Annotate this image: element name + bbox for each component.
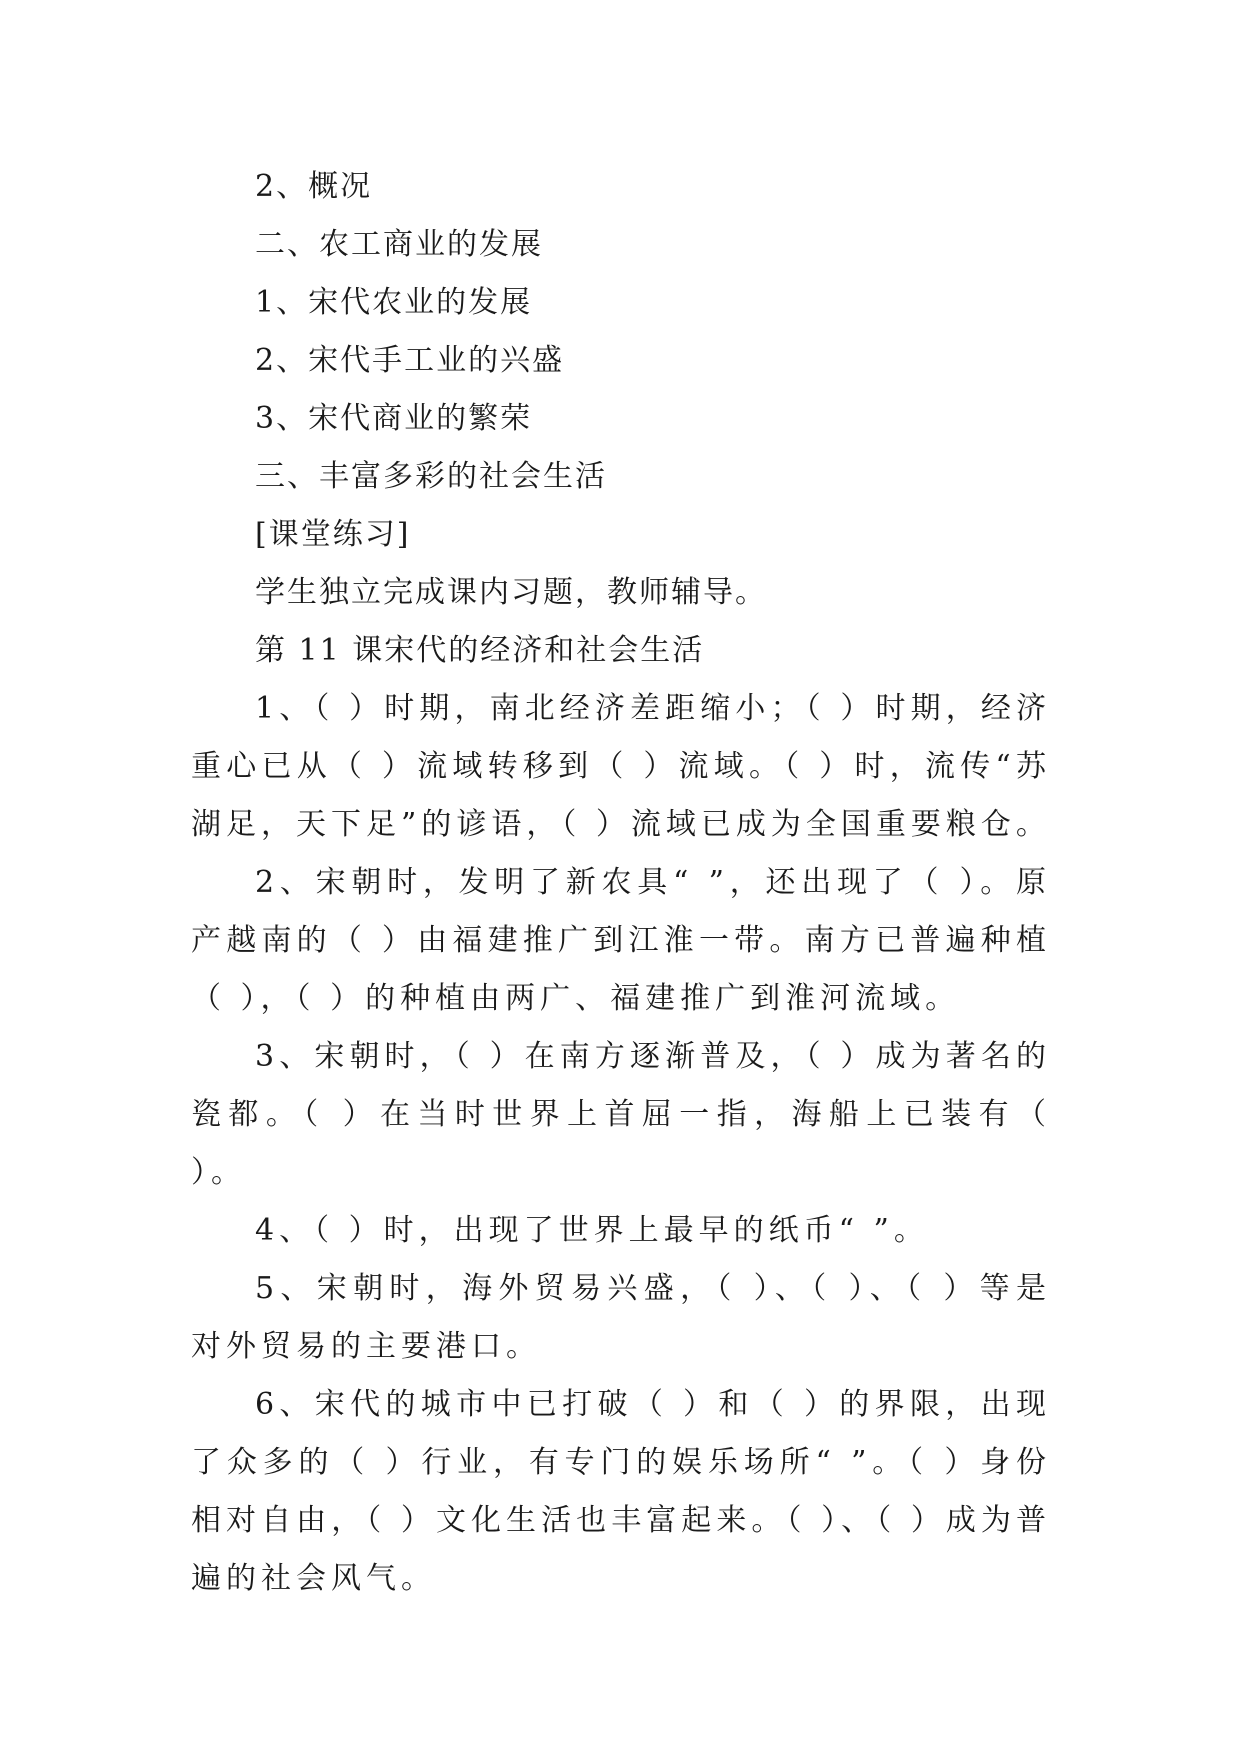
- outline-item: 2、概况: [255, 169, 373, 204]
- exercise-heading: [课堂练习]: [255, 517, 411, 552]
- question-3: 3、宋朝时，（ ）在南方逐渐普及，（ ）成为著名的瓷都。（ ）在当时世界上首屈一指，海船上已装有（ ）。: [191, 1039, 1051, 1190]
- outline-item: 3、宋代商业的繁荣: [255, 401, 533, 436]
- outline-item: 1、宋代农业的发展: [255, 285, 533, 320]
- instruction-text: 学生独立完成课内习题，教师辅导。: [255, 575, 767, 610]
- lesson-title: 第 11 课宋代的经济和社会生活: [255, 633, 705, 668]
- question-1: 1、（ ）时期，南北经济差距缩小；（ ）时期，经济重心已从（ ）流域转移到（ ）流域。（ ）时，流传“苏湖足，天下足”的谚语，（ ）流域已成为全国重要粮仓。: [191, 691, 1051, 842]
- section-heading: 三、丰富多彩的社会生活: [255, 459, 607, 494]
- question-5: 5、宋朝时，海外贸易兴盛，（ ）、（ ）、（ ）等是对外贸易的主要港口。: [191, 1271, 1051, 1364]
- document-body: [191, 158, 1051, 1608]
- question-6: 6、宋代的城市中已打破（ ）和（ ）的界限，出现了众多的（ ）行业，有专门的娱乐场所“ ”。（ ）身份相对自由，（ ）文化生活也丰富起来。（ ）、（ ）成为普遍的社会风气。: [191, 1387, 1051, 1596]
- outline-item: 2、宋代手工业的兴盛: [255, 343, 565, 378]
- section-heading: 二、农工商业的发展: [255, 227, 543, 262]
- question-4: 4、（ ）时，出现了世界上最早的纸币“ ”。: [255, 1213, 929, 1248]
- question-2: 2、宋朝时，发明了新农具“ ”，还出现了（ ）。原产越南的（ ）由福建推广到江淮一带。南方已普遍种植（ ），（ ）的种植由两广、福建推广到淮河流域。: [191, 865, 1051, 1016]
